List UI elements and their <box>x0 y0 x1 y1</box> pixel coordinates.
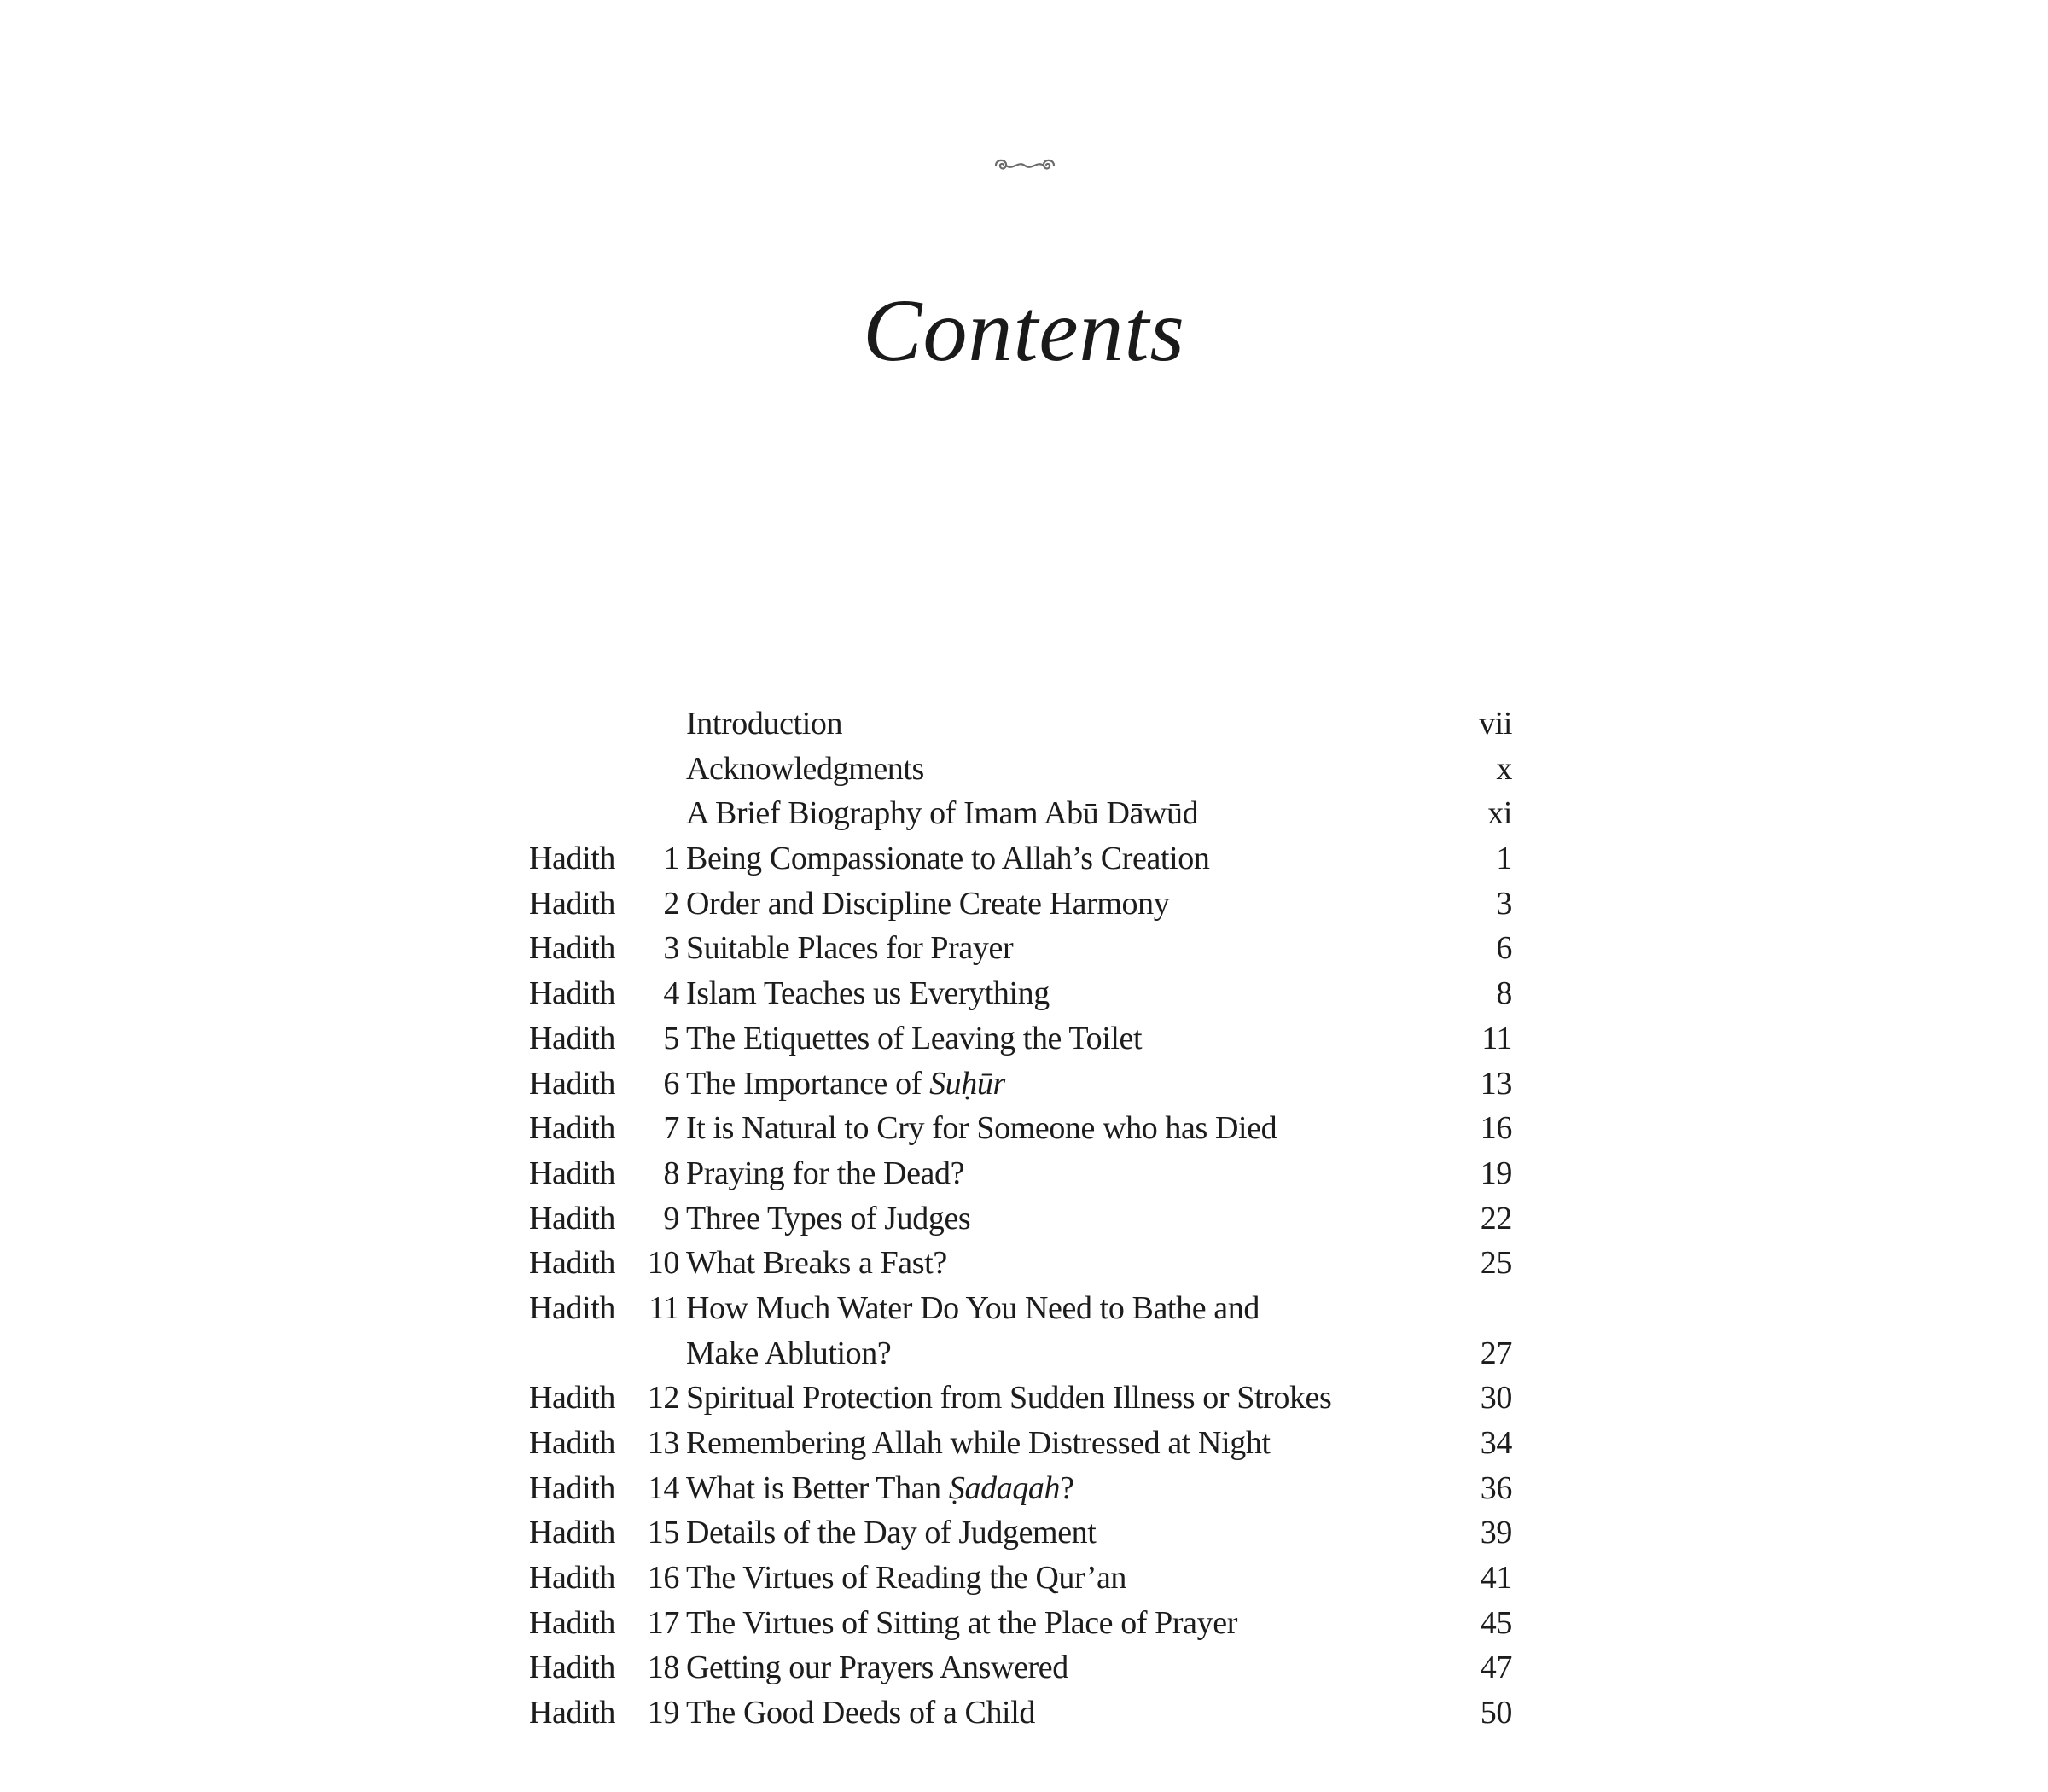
toc-page-number: 6 <box>1496 930 1512 967</box>
toc-page-number: 41 <box>1480 1560 1512 1597</box>
toc-entry-title <box>686 1286 1454 1376</box>
toc-entry-title: Suitable Places for Prayer <box>686 930 1014 967</box>
hadith-label: Hadith <box>529 1649 616 1686</box>
page-title: Contents <box>863 282 1185 380</box>
hadith-number: 17 <box>647 1604 679 1641</box>
hadith-number: 5 <box>663 1020 679 1056</box>
toc-entry-hadith-9[interactable] <box>529 1196 1519 1242</box>
toc-entry-hadith-19[interactable] <box>529 1690 1519 1736</box>
toc-page-number: xi <box>1487 795 1512 832</box>
toc-page-number: 27 <box>1480 1335 1512 1371</box>
toc-entry-title <box>686 1466 1454 1511</box>
hadith-label: Hadith <box>529 1604 616 1641</box>
toc-entry-title: Three Types of Judges <box>686 1200 971 1236</box>
hadith-number: 11 <box>649 1289 679 1326</box>
hadith-label: Hadith <box>529 841 616 877</box>
hadith-number: 16 <box>647 1560 679 1597</box>
toc-page-number: 13 <box>1480 1065 1512 1102</box>
toc-entry-title-line-1: How Much Water Do You Need to Bathe and <box>686 1289 1260 1326</box>
hadith-label: Hadith <box>529 1425 616 1462</box>
hadith-number: 12 <box>647 1380 679 1417</box>
toc-entry-title <box>686 1062 1454 1107</box>
toc-entry-hadith-8[interactable] <box>529 1151 1519 1196</box>
hadith-number: 6 <box>663 1065 679 1102</box>
toc-page-number: 8 <box>1496 975 1512 1012</box>
hadith-number: 3 <box>663 930 679 967</box>
hadith-number: 4 <box>663 975 679 1012</box>
toc-entry-title: A Brief Biography of Imam Abū Dāwūd <box>686 795 1199 832</box>
toc-entry-title: It is Natural to Cry for Someone who has Died <box>686 1110 1277 1147</box>
toc-entry-acknowledgments[interactable] <box>529 747 1519 792</box>
hadith-number: 13 <box>647 1425 679 1462</box>
hadith-number: 8 <box>663 1155 679 1191</box>
toc-entry-title: The Etiquettes of Leaving the Toilet <box>686 1020 1143 1056</box>
toc-page-number: 34 <box>1480 1425 1512 1462</box>
toc-entry-introduction[interactable] <box>529 701 1519 747</box>
hadith-label: Hadith <box>529 1200 616 1236</box>
hadith-label: Hadith <box>529 1155 616 1191</box>
hadith-label: Hadith <box>529 1515 616 1551</box>
toc-page-number: 30 <box>1480 1380 1512 1417</box>
toc-entry-hadith-3[interactable] <box>529 926 1519 971</box>
toc-entry-title: Getting our Prayers Answered <box>686 1649 1068 1686</box>
toc-entry-title: Remembering Allah while Distressed at Night <box>686 1425 1271 1462</box>
toc-page-number: 11 <box>1481 1020 1512 1056</box>
toc-page-number: 45 <box>1480 1604 1512 1641</box>
toc-entry-hadith-1[interactable] <box>529 836 1519 881</box>
toc-entry-title: Order and Discipline Create Harmony <box>686 885 1170 922</box>
toc-entry-hadith-15[interactable] <box>529 1510 1519 1556</box>
toc-entry-title: The Virtues of Sitting at the Place of Prayer <box>686 1604 1237 1641</box>
hadith-label: Hadith <box>529 1289 616 1326</box>
toc-page-number: 25 <box>1480 1245 1512 1282</box>
toc-entry-title-text: The Importance of <box>686 1065 930 1102</box>
hadith-number: 9 <box>663 1200 679 1236</box>
toc-entry-hadith-11[interactable] <box>529 1286 1519 1376</box>
hadith-number: 18 <box>647 1649 679 1686</box>
hadith-label: Hadith <box>529 975 616 1012</box>
toc-page-number: vii <box>1479 706 1512 742</box>
toc-page-number: 3 <box>1496 885 1512 922</box>
toc-entry-title: Spiritual Protection from Sudden Illness or Strokes <box>686 1380 1332 1417</box>
hadith-number: 10 <box>647 1245 679 1282</box>
hadith-label: Hadith <box>529 885 616 922</box>
toc-page-number: 22 <box>1480 1200 1512 1236</box>
hadith-number: 2 <box>663 885 679 922</box>
toc-entry-hadith-10[interactable] <box>529 1241 1519 1286</box>
hadith-label: Hadith <box>529 1245 616 1282</box>
hadith-number: 14 <box>647 1469 679 1506</box>
hadith-label: Hadith <box>529 1469 616 1506</box>
toc-entry-title: The Virtues of Reading the Qur’an <box>686 1560 1127 1597</box>
hadith-label: Hadith <box>529 1020 616 1056</box>
hadith-label: Hadith <box>529 1560 616 1597</box>
toc-entry-hadith-13[interactable] <box>529 1421 1519 1466</box>
toc-page-number: 36 <box>1480 1469 1512 1506</box>
toc-entry-title: Islam Teaches us Everything <box>686 975 1050 1012</box>
toc-entry-hadith-2[interactable] <box>529 881 1519 927</box>
toc-entry-title: Being Compassionate to Allah’s Creation <box>686 841 1210 877</box>
toc-page-number: 47 <box>1480 1649 1512 1686</box>
hadith-label: Hadith <box>529 1380 616 1417</box>
toc-entry-title-line-2: Make Ablution? <box>686 1335 892 1371</box>
toc-page-number: x <box>1496 750 1512 787</box>
toc-page-number: 19 <box>1480 1155 1512 1191</box>
hadith-number: 15 <box>647 1515 679 1551</box>
toc-entry-hadith-16[interactable] <box>529 1556 1519 1601</box>
toc-entry-title: The Good Deeds of a Child <box>686 1695 1035 1731</box>
toc-entry-title-italic-term: Ṣadaqah <box>948 1469 1061 1506</box>
toc-entry-title: Acknowledgments <box>686 750 924 787</box>
toc-entry-hadith-12[interactable] <box>529 1376 1519 1421</box>
toc-entry-title: Details of the Day of Judgement <box>686 1515 1097 1551</box>
toc-entry-title-italic-term: Suḥūr <box>929 1065 1005 1102</box>
toc-page-number: 16 <box>1480 1110 1512 1147</box>
toc-page-number: 1 <box>1496 841 1512 877</box>
toc-entry-title: Introduction <box>686 706 843 742</box>
fleuron-ornament-icon <box>992 155 1057 176</box>
hadith-number: 19 <box>647 1695 679 1731</box>
table-of-contents <box>529 701 1519 1736</box>
toc-entry-title: What Breaks a Fast? <box>686 1245 947 1282</box>
toc-entry-title-text: What is Better Than <box>686 1469 949 1506</box>
toc-entry-hadith-6[interactable] <box>529 1062 1519 1107</box>
hadith-number: 7 <box>663 1110 679 1147</box>
toc-page-number: 50 <box>1480 1695 1512 1731</box>
toc-entry-hadith-5[interactable] <box>529 1016 1519 1062</box>
hadith-label: Hadith <box>529 1695 616 1731</box>
toc-entry-hadith-7[interactable] <box>529 1106 1519 1151</box>
hadith-label: Hadith <box>529 1110 616 1147</box>
toc-page-number: 39 <box>1480 1515 1512 1551</box>
hadith-label: Hadith <box>529 1065 616 1102</box>
hadith-label: Hadith <box>529 930 616 967</box>
toc-entry-hadith-18[interactable] <box>529 1645 1519 1690</box>
toc-entry-title-suffix: ? <box>1060 1469 1074 1506</box>
toc-entry-hadith-17[interactable] <box>529 1601 1519 1646</box>
toc-entry-hadith-4[interactable] <box>529 971 1519 1016</box>
hadith-number: 1 <box>663 841 679 877</box>
toc-entry-hadith-14[interactable] <box>529 1466 1519 1511</box>
toc-entry-title: Praying for the Dead? <box>686 1155 965 1191</box>
toc-entry-biography[interactable] <box>529 791 1519 836</box>
